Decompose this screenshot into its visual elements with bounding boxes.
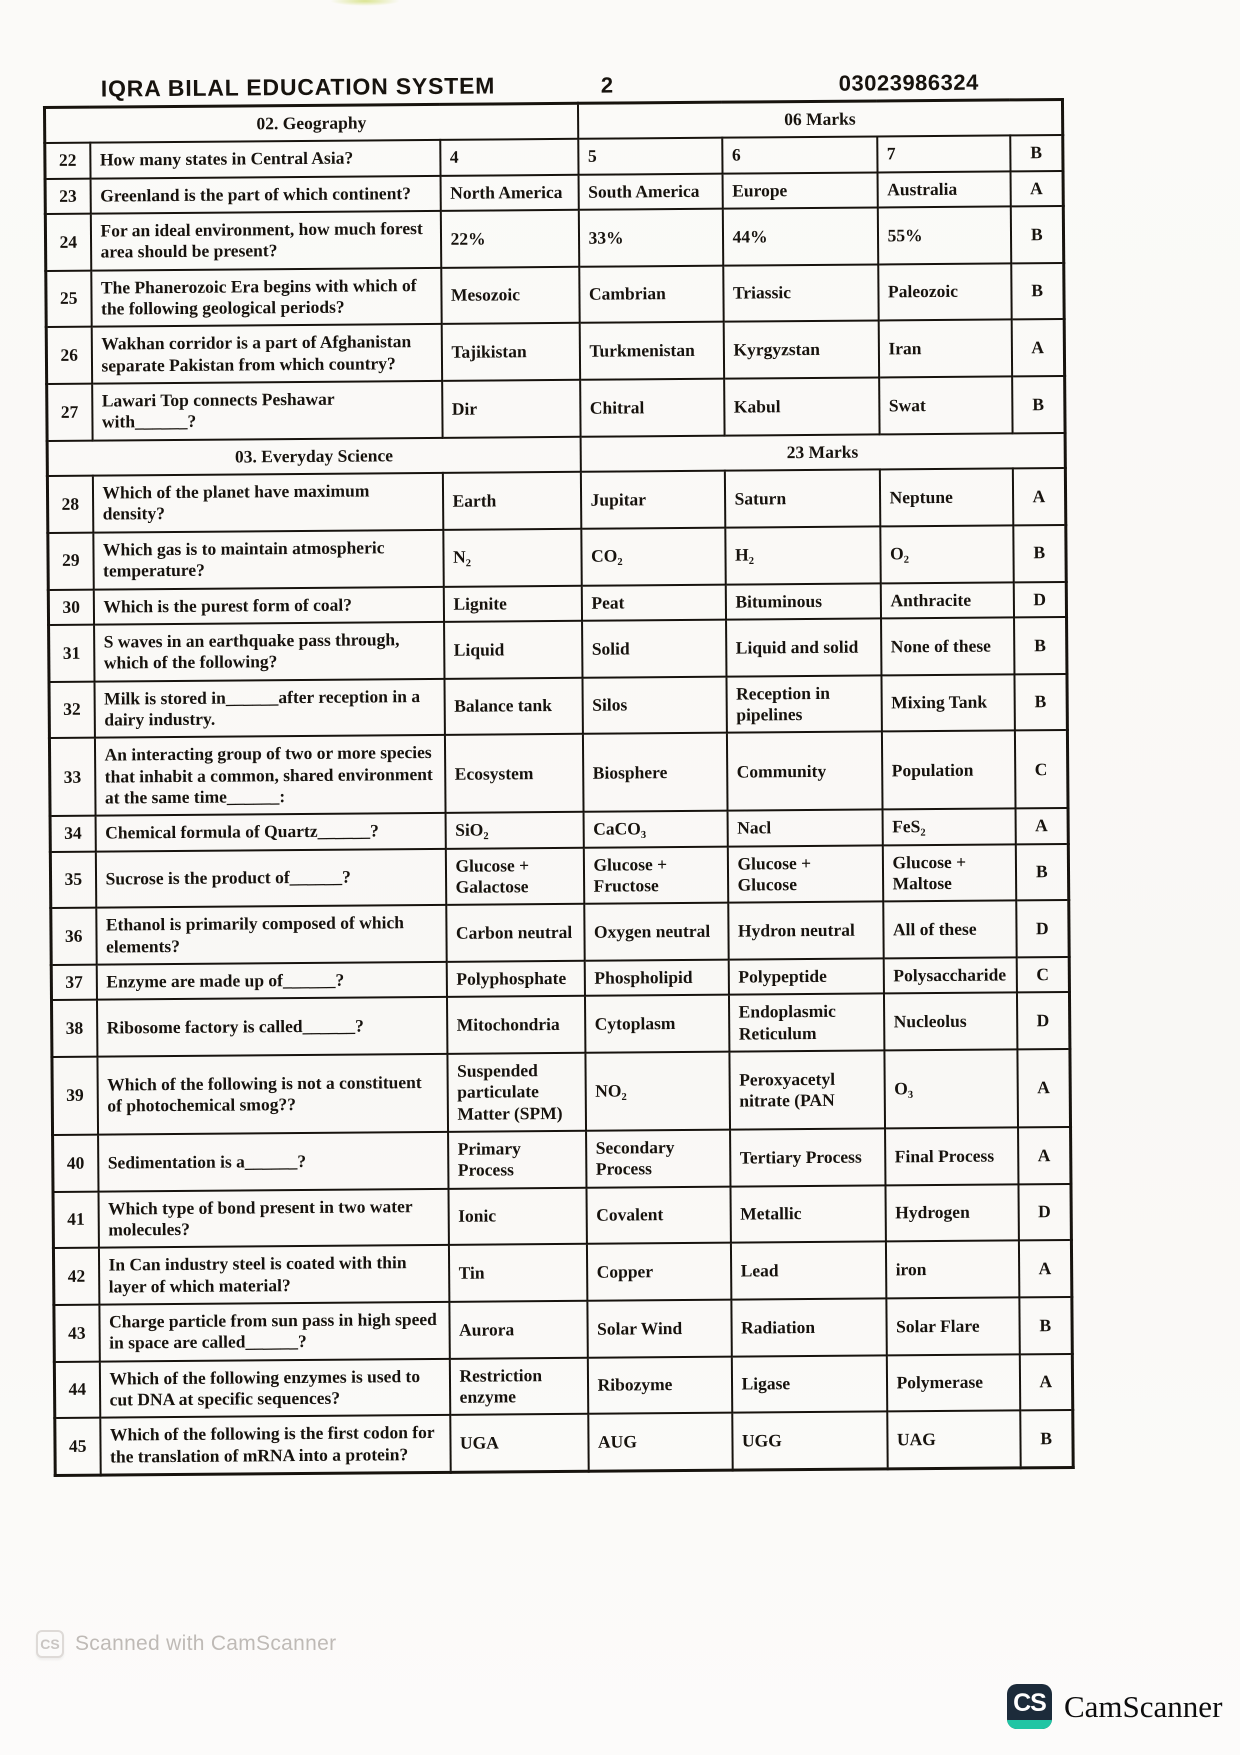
option-d: iron — [885, 1241, 1018, 1299]
answer-letter: A — [1017, 1049, 1071, 1127]
option-d: Paleozoic — [878, 263, 1011, 321]
question-row — [48, 525, 1066, 590]
option-c: Bituminous — [725, 583, 880, 620]
option-a: Polyphosphate — [446, 961, 584, 997]
option-c: Hydron neutral — [728, 902, 883, 960]
answer-letter: A — [1011, 319, 1064, 376]
option-b: Peat — [581, 584, 725, 620]
answer-letter: A — [1010, 171, 1063, 207]
question-number: 39 — [52, 1057, 98, 1135]
question-text: In Can industry steel is coated with thin layer of which material? — [98, 1245, 448, 1304]
question-row — [51, 992, 1069, 1057]
question-text: Which of the following enzymes is used to cut DNA at specific sequences? — [99, 1359, 449, 1418]
option-b: South America — [578, 173, 722, 209]
option-c: Kyrgyzstan — [723, 321, 878, 379]
question-text: Wakhan corridor is a part of Afghanistan separate Pakistan from which country? — [91, 324, 441, 383]
option-c: Liquid and solid — [726, 618, 881, 676]
question-text: Greenland is the part of which continent? — [90, 176, 440, 214]
option-a: Dir — [442, 380, 580, 438]
option-c: Nacl — [727, 810, 882, 847]
question-row — [53, 1184, 1071, 1249]
page-number: 2 — [600, 72, 614, 98]
option-d: Glucose + Maltose — [882, 844, 1015, 902]
option-c: Peroxyacetyl nitrate (PAN — [729, 1050, 885, 1129]
answer-letter: B — [1015, 844, 1068, 901]
option-d: FeS₂ — [882, 809, 1015, 845]
question-number: 43 — [54, 1305, 99, 1362]
quiz-table — [43, 98, 1075, 1477]
question-number: 29 — [48, 532, 93, 589]
answer-letter: B — [1020, 1410, 1073, 1468]
question-number: 28 — [47, 476, 92, 533]
option-b: 5 — [578, 138, 722, 174]
option-c: Radiation — [731, 1299, 886, 1357]
option-c: Triassic — [723, 264, 878, 322]
question-text: Which of the following is not a constituent of photochemical smog?? — [97, 1054, 448, 1135]
question-text: Chemical formula of Quartz______? — [95, 813, 445, 851]
answer-letter: C — [1014, 730, 1068, 808]
option-a: Ecosystem — [444, 734, 583, 813]
option-b: Silos — [582, 676, 726, 734]
question-row — [45, 206, 1063, 271]
option-a: Tin — [448, 1244, 586, 1302]
question-text: The Phanerozoic Era begins with which of the following geological periods? — [91, 268, 441, 327]
question-number: 41 — [53, 1191, 98, 1248]
option-a: SiO₂ — [445, 812, 583, 848]
option-d: 7 — [877, 136, 1010, 172]
answer-letter: A — [1018, 1127, 1071, 1184]
option-a: Aurora — [449, 1301, 587, 1359]
option-b: Phospholipid — [584, 960, 728, 996]
option-a: 22% — [440, 210, 578, 268]
option-a: Tajikistan — [441, 323, 579, 381]
question-text: Sedimentation is a______? — [98, 1132, 448, 1191]
camscanner-watermark — [36, 1630, 336, 1658]
question-number: 34 — [50, 816, 95, 852]
answer-letter: A — [1018, 1240, 1071, 1297]
option-c: Europe — [722, 172, 877, 209]
option-b: Secondary Process — [586, 1130, 730, 1188]
option-a: North America — [440, 174, 578, 210]
option-d: UAG — [887, 1411, 1020, 1469]
option-b: Jupitar — [580, 471, 724, 529]
question-text: S waves in an earthquake pass through, which of the following? — [94, 622, 444, 681]
option-b: AUG — [588, 1413, 732, 1471]
option-d: Mixing Tank — [881, 674, 1014, 732]
option-d: Solar Flare — [886, 1297, 1019, 1355]
option-c: Endoplasmic Reticulum — [728, 994, 883, 1052]
option-a: Restriction enzyme — [449, 1358, 587, 1416]
question-text: Which is the purest form of coal? — [93, 586, 443, 624]
question-text: Which gas is to maintain atmospheric temperature? — [93, 530, 443, 589]
question-text: For an ideal environment, how much forest area should be present? — [90, 211, 440, 270]
option-d: Iran — [878, 320, 1011, 378]
question-text: Which of the planet have maximum density? — [92, 473, 442, 532]
option-c: UGG — [732, 1412, 887, 1470]
question-text: Sucrose is the product of______? — [95, 848, 445, 907]
question-row — [54, 1297, 1072, 1362]
section-title: 03. Everyday Science — [47, 437, 580, 477]
question-number: 26 — [46, 327, 91, 384]
option-c: Kabul — [724, 378, 879, 436]
option-a: N₂ — [443, 529, 581, 587]
school-name: IQRA BILAL EDUCATION SYSTEM — [100, 72, 496, 102]
option-a: Mitochondria — [446, 996, 584, 1054]
question-row — [49, 730, 1068, 816]
camscanner-logo-letters: CS — [1013, 1688, 1046, 1717]
option-d: Polysaccharide — [883, 957, 1016, 993]
option-b: Biosphere — [582, 733, 727, 812]
option-d: None of these — [881, 617, 1014, 675]
question-text: Ribosome factory is called______? — [96, 997, 446, 1056]
option-a: Carbon neutral — [446, 904, 584, 962]
watermark-text: Scanned with CamScanner — [75, 1632, 337, 1655]
option-a: Glucose + Galactose — [445, 847, 583, 905]
option-b: Chitral — [580, 379, 724, 437]
section-marks: 06 Marks — [577, 99, 1062, 139]
option-d: Australia — [877, 171, 1010, 207]
option-d: Anthracite — [880, 582, 1013, 618]
answer-letter: A — [1019, 1354, 1072, 1411]
option-b: NO₂ — [585, 1052, 730, 1131]
question-row — [46, 263, 1064, 328]
question-text: Milk is stored in______after reception in a dairy industry. — [94, 678, 444, 737]
question-number: 33 — [49, 738, 95, 816]
option-d: Swat — [879, 376, 1012, 434]
phone-number: 03023986324 — [838, 69, 979, 96]
question-row — [49, 617, 1067, 682]
option-c: Metallic — [730, 1185, 885, 1243]
option-c: 44% — [722, 207, 877, 265]
quiz-sheet — [43, 58, 1072, 1477]
option-b: Covalent — [586, 1186, 730, 1244]
question-row — [51, 900, 1069, 965]
question-row — [47, 468, 1065, 533]
option-c: 6 — [722, 137, 877, 174]
question-number: 44 — [54, 1361, 99, 1418]
question-number: 38 — [51, 1000, 96, 1057]
option-c: Glucose + Glucose — [727, 845, 882, 903]
question-row — [54, 1354, 1072, 1419]
question-number: 32 — [49, 681, 94, 738]
option-d: Nucleolus — [883, 993, 1016, 1051]
option-b: Copper — [586, 1243, 730, 1301]
answer-letter: B — [1013, 525, 1066, 582]
option-b: CaCO₃ — [583, 811, 727, 847]
option-c: H₂ — [725, 526, 880, 584]
option-c: Tertiary Process — [730, 1128, 885, 1186]
answer-letter: B — [1012, 376, 1065, 433]
option-b: Cambrian — [579, 265, 723, 323]
scan-smudge-artifact — [330, 0, 400, 6]
question-number: 24 — [45, 214, 90, 271]
option-d: Final Process — [885, 1127, 1018, 1185]
option-a: Primary Process — [448, 1131, 586, 1189]
question-text: Which type of bond present in two water molecules? — [98, 1189, 448, 1248]
question-text: Which of the following is the first codon for the translation of mRNA into a protein? — [100, 1415, 450, 1475]
question-row — [53, 1240, 1071, 1305]
option-b: Cytoplasm — [584, 995, 728, 1053]
answer-letter: B — [1010, 135, 1063, 171]
option-c: Ligase — [731, 1355, 886, 1413]
question-text: How many states in Central Asia? — [90, 140, 440, 178]
question-text: Charge particle from sun pass in high speed in space are called______? — [99, 1302, 449, 1361]
camscanner-logo — [1007, 1684, 1222, 1729]
section-title: 02. Geography — [44, 103, 577, 143]
question-number: 25 — [46, 270, 91, 327]
option-a: Lignite — [443, 585, 581, 621]
option-d: Polymerase — [886, 1354, 1019, 1412]
section-marks: 23 Marks — [580, 433, 1065, 472]
question-number: 37 — [51, 965, 96, 1001]
question-number: 36 — [51, 908, 96, 965]
option-d: 55% — [877, 206, 1010, 264]
question-row — [53, 1127, 1071, 1192]
option-b: Solid — [582, 620, 726, 678]
answer-letter: A — [1015, 808, 1068, 844]
question-text: Enzyme are made up of______? — [96, 962, 446, 1000]
question-row — [50, 844, 1068, 909]
answer-letter: A — [1012, 468, 1065, 525]
question-number: 45 — [55, 1418, 100, 1476]
answer-letter: B — [1014, 617, 1067, 674]
question-number: 22 — [45, 143, 90, 179]
option-d: Neptune — [879, 469, 1012, 527]
question-row — [47, 376, 1065, 441]
question-number: 23 — [45, 178, 90, 214]
answer-letter: B — [1010, 206, 1063, 263]
option-a: Mesozoic — [441, 267, 579, 325]
question-number: 27 — [47, 384, 92, 441]
option-b: 33% — [578, 209, 722, 267]
question-row — [52, 1049, 1071, 1135]
option-a: Balance tank — [444, 677, 582, 735]
answer-letter: B — [1011, 263, 1064, 320]
option-b: Glucose + Fructose — [583, 846, 727, 904]
answer-letter: D — [1018, 1184, 1071, 1241]
option-c: Reception in pipelines — [726, 675, 881, 733]
option-d: All of these — [883, 901, 1016, 959]
camscanner-logo-strip — [1007, 1720, 1052, 1729]
question-row — [55, 1410, 1073, 1475]
question-number: 40 — [53, 1135, 98, 1192]
question-text: Ethanol is primarily composed of which elements? — [96, 905, 446, 964]
option-b: Solar Wind — [587, 1300, 731, 1358]
answer-letter: B — [1019, 1297, 1072, 1354]
answer-letter: C — [1016, 957, 1069, 993]
option-c: Community — [726, 732, 882, 811]
option-b: CO₂ — [581, 527, 725, 585]
question-row — [46, 319, 1064, 384]
option-c: Lead — [730, 1242, 885, 1300]
option-b: Turkmenistan — [579, 322, 723, 380]
camscanner-small-icon: CS — [36, 1630, 64, 1658]
answer-letter: D — [1016, 992, 1069, 1049]
option-d: O₃ — [884, 1049, 1018, 1128]
option-d: Hydrogen — [885, 1184, 1018, 1242]
quiz-table-body — [44, 99, 1073, 1475]
answer-letter: B — [1014, 674, 1067, 731]
question-number: 31 — [49, 624, 94, 681]
option-d: O₂ — [880, 525, 1013, 583]
question-number: 35 — [50, 851, 95, 908]
camscanner-logo-icon — [1007, 1684, 1052, 1729]
option-a: 4 — [440, 139, 578, 175]
option-c: Polypeptide — [728, 958, 883, 995]
option-a: Ionic — [448, 1187, 586, 1245]
answer-letter: D — [1016, 900, 1069, 957]
question-text: An interacting group of two or more species that inhabit a common, shared environment at the same time______: — [94, 735, 445, 816]
question-number: 30 — [48, 589, 93, 625]
option-a: Suspended particulate Matter (SPM) — [447, 1053, 586, 1132]
option-a: Earth — [442, 472, 580, 530]
question-number: 42 — [53, 1248, 98, 1305]
camscanner-logo-text: CamScanner — [1064, 1688, 1223, 1724]
option-a: Liquid — [444, 621, 582, 679]
option-b: Oxygen neutral — [584, 903, 728, 961]
answer-letter: D — [1013, 581, 1066, 617]
option-d: Population — [881, 731, 1015, 810]
question-row — [49, 674, 1067, 739]
question-text: Lawari Top connects Peshawar with______? — [92, 381, 442, 440]
option-c: Saturn — [724, 470, 879, 528]
option-a: UGA — [450, 1414, 588, 1472]
option-b: Ribozyme — [587, 1356, 731, 1414]
